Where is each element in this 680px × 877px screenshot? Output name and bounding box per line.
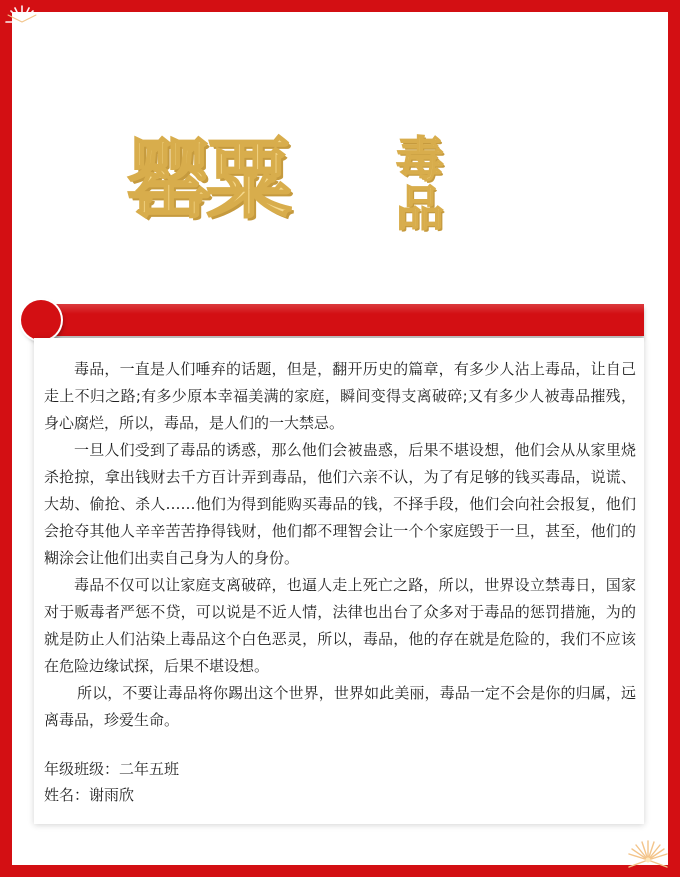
ribbon-shine: [40, 304, 644, 314]
grade-class-label: 年级班级：二年五班: [44, 760, 180, 778]
title-block: [126, 132, 456, 242]
page-title: 罂粟: [126, 130, 286, 230]
subtitle-line-1: 毒: [395, 132, 444, 188]
essay-card: [34, 338, 644, 824]
ribbon-circle: [21, 300, 61, 340]
firework-spark-icon: [626, 838, 670, 876]
essay-paragraph: 毒品，一直是人们唾弃的话题，但是，翻开历史的篇章，有多少人沾上毒品，让自己走上不归之路;有多少原本幸福美满的家庭，瞬间变得支离破碎;又有多少人被毒品摧残，身心腐烂，所以，毒品，是人们的一大禁忌。: [44, 360, 636, 432]
header-ribbon: [40, 304, 644, 336]
essay-paragraph: 所以，不要让毒品将你踢出这个世界，世界如此美丽，毒品一定不会是你的归属，远离毒品，珍爱生命。: [44, 684, 636, 729]
essay-paragraph: 毒品不仅可以让家庭支离破碎，也逼人走上死亡之路，所以，世界设立禁毒日，国家对于贩毒者严惩不贷，可以说是不近人情，法律也出台了众多对于毒品的惩罚措施，为的就是防止人们沾染上毒品这个白色恶灵，所以，毒品，他的存在就是危险的，我们不应该在危险边缘试探，后果不堪设想。: [44, 576, 636, 675]
essay-paragraph: 一旦人们受到了毒品的诱惑，那么他们会被蛊惑，后果不堪设想，他们会从从家里烧杀抢掠，拿出钱财去千方百计弄到毒品，他们六亲不认，为了有足够的钱买毒品，说谎、大劫、偷抢、杀人……他们为得到能购买毒品的钱，不择手段，他们会向社会报复，他们会抢夺其他人辛辛苦苦挣得钱财，他们都不理智会让一个个家庭毁于一旦，甚至，他们的糊涂会让他们出卖自己身为人的身份。: [44, 441, 636, 567]
subtitle-line-2: 品: [395, 181, 444, 237]
author-info: [44, 756, 179, 808]
page-subtitle: [390, 132, 450, 237]
essay-body: [44, 356, 636, 734]
firework-spark-icon: [2, 2, 42, 42]
author-name-label: 姓名：谢雨欣: [44, 786, 135, 804]
